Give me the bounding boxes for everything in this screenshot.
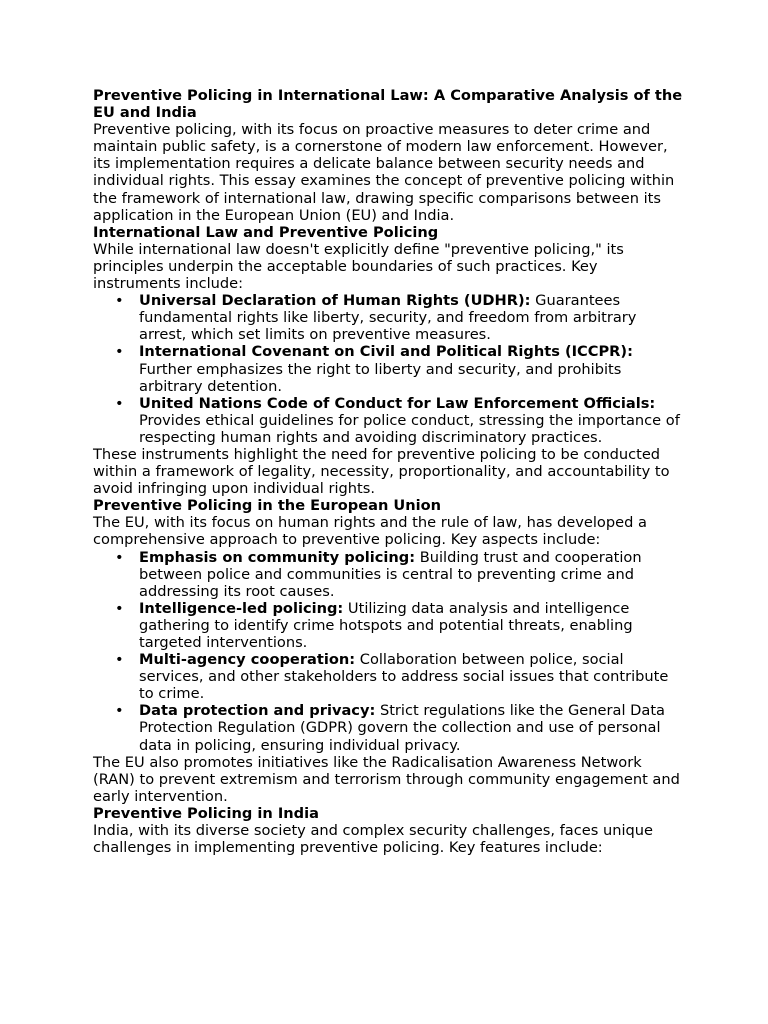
section-lead-international-law: While international law doesn't explicitly define "preventive policing," its principles underpin the acceptable boundaries of such practices. Key instruments include: (93, 240, 624, 293)
document-title: Preventive Policing in International Law: A Comparative Analysis of the EU and India (93, 87, 683, 122)
list-item-text: Provides ethical guidelines for police conduct, stressing the importance of respecting human rights and avoiding discriminatory practices. (139, 411, 680, 446)
list-item-term: United Nations Code of Conduct for Law Enforcement Officials: (139, 394, 656, 412)
list-item-term: International Covenant on Civil and Political Rights (ICCPR): (139, 343, 633, 361)
list-item-text: Utilizing data analysis and intelligence gathering to identify crime hotspots and potential threats, enabling targeted interventions. (139, 599, 633, 651)
section-lead-india: India, with its diverse society and complex security challenges, faces unique challenges in implementing preventive policing. Key features include: (93, 822, 653, 857)
list-item (139, 292, 683, 343)
list-item-term: Data protection and privacy: (139, 702, 376, 720)
list-item-text: Guarantees fundamental rights like liberty, security, and freedom from arbitrary arrest, which set limits on preventive measures. (139, 292, 637, 344)
list-item (139, 343, 683, 394)
list-item-term: Intelligence-led policing: (139, 599, 344, 617)
list-item-term: Emphasis on community policing: (139, 548, 416, 566)
list-item-text: Further emphasizes the right to liberty and security, and prohibits arbitrary detention. (139, 360, 622, 395)
section-heading-india: Preventive Policing in India (93, 804, 319, 822)
list-item (139, 651, 683, 702)
bullet-list-international-law (93, 292, 683, 446)
section-tail-international-law: These instruments highlight the need for preventive policing to be conducted within a framework of legality, necessity, proportionality, and accountability to avoid infringing upon individual rights. (93, 445, 670, 498)
list-item (139, 395, 683, 446)
list-item (139, 549, 683, 600)
list-item (139, 600, 683, 651)
section-tail-eu: The EU also promotes initiatives like the Radicalisation Awareness Network (RAN) to prevent extremism and terrorism through community engagement and early intervention. (93, 753, 680, 805)
list-item (139, 702, 683, 753)
section-heading-international-law: International Law and Preventive Policing (93, 223, 439, 241)
list-item-term: Multi-agency cooperation: (139, 651, 356, 669)
list-item-text: Collaboration between police, social services, and other stakeholders to address social issues that contribute to crime. (139, 651, 669, 703)
list-item-text: Building trust and cooperation between police and communities is central to preventing crime and addressing its root causes. (139, 548, 642, 600)
bullet-list-eu (93, 549, 683, 754)
intro-paragraph: Preventive policing, with its focus on proactive measures to deter crime and maintain public safety, is a cornerstone of modern law enforcement. However, its implementation requires a delicate balance between security needs and individual rights. This essay examines the concept of preventive policing within the framework of international law, drawing specific comparisons between its application in the European Union (EU) and India. (93, 121, 675, 224)
section-heading-eu: Preventive Policing in the European Union (93, 497, 442, 515)
list-item-term: Universal Declaration of Human Rights (UDHR): (139, 292, 531, 310)
document-page (93, 87, 683, 856)
section-lead-eu: The EU, with its focus on human rights and the rule of law, has developed a comprehensive approach to preventive policing. Key aspects include: (93, 514, 647, 549)
list-item-text: Strict regulations like the General Data Protection Regulation (GDPR) govern the collection and use of personal data in policing, ensuring individual privacy. (139, 702, 665, 754)
